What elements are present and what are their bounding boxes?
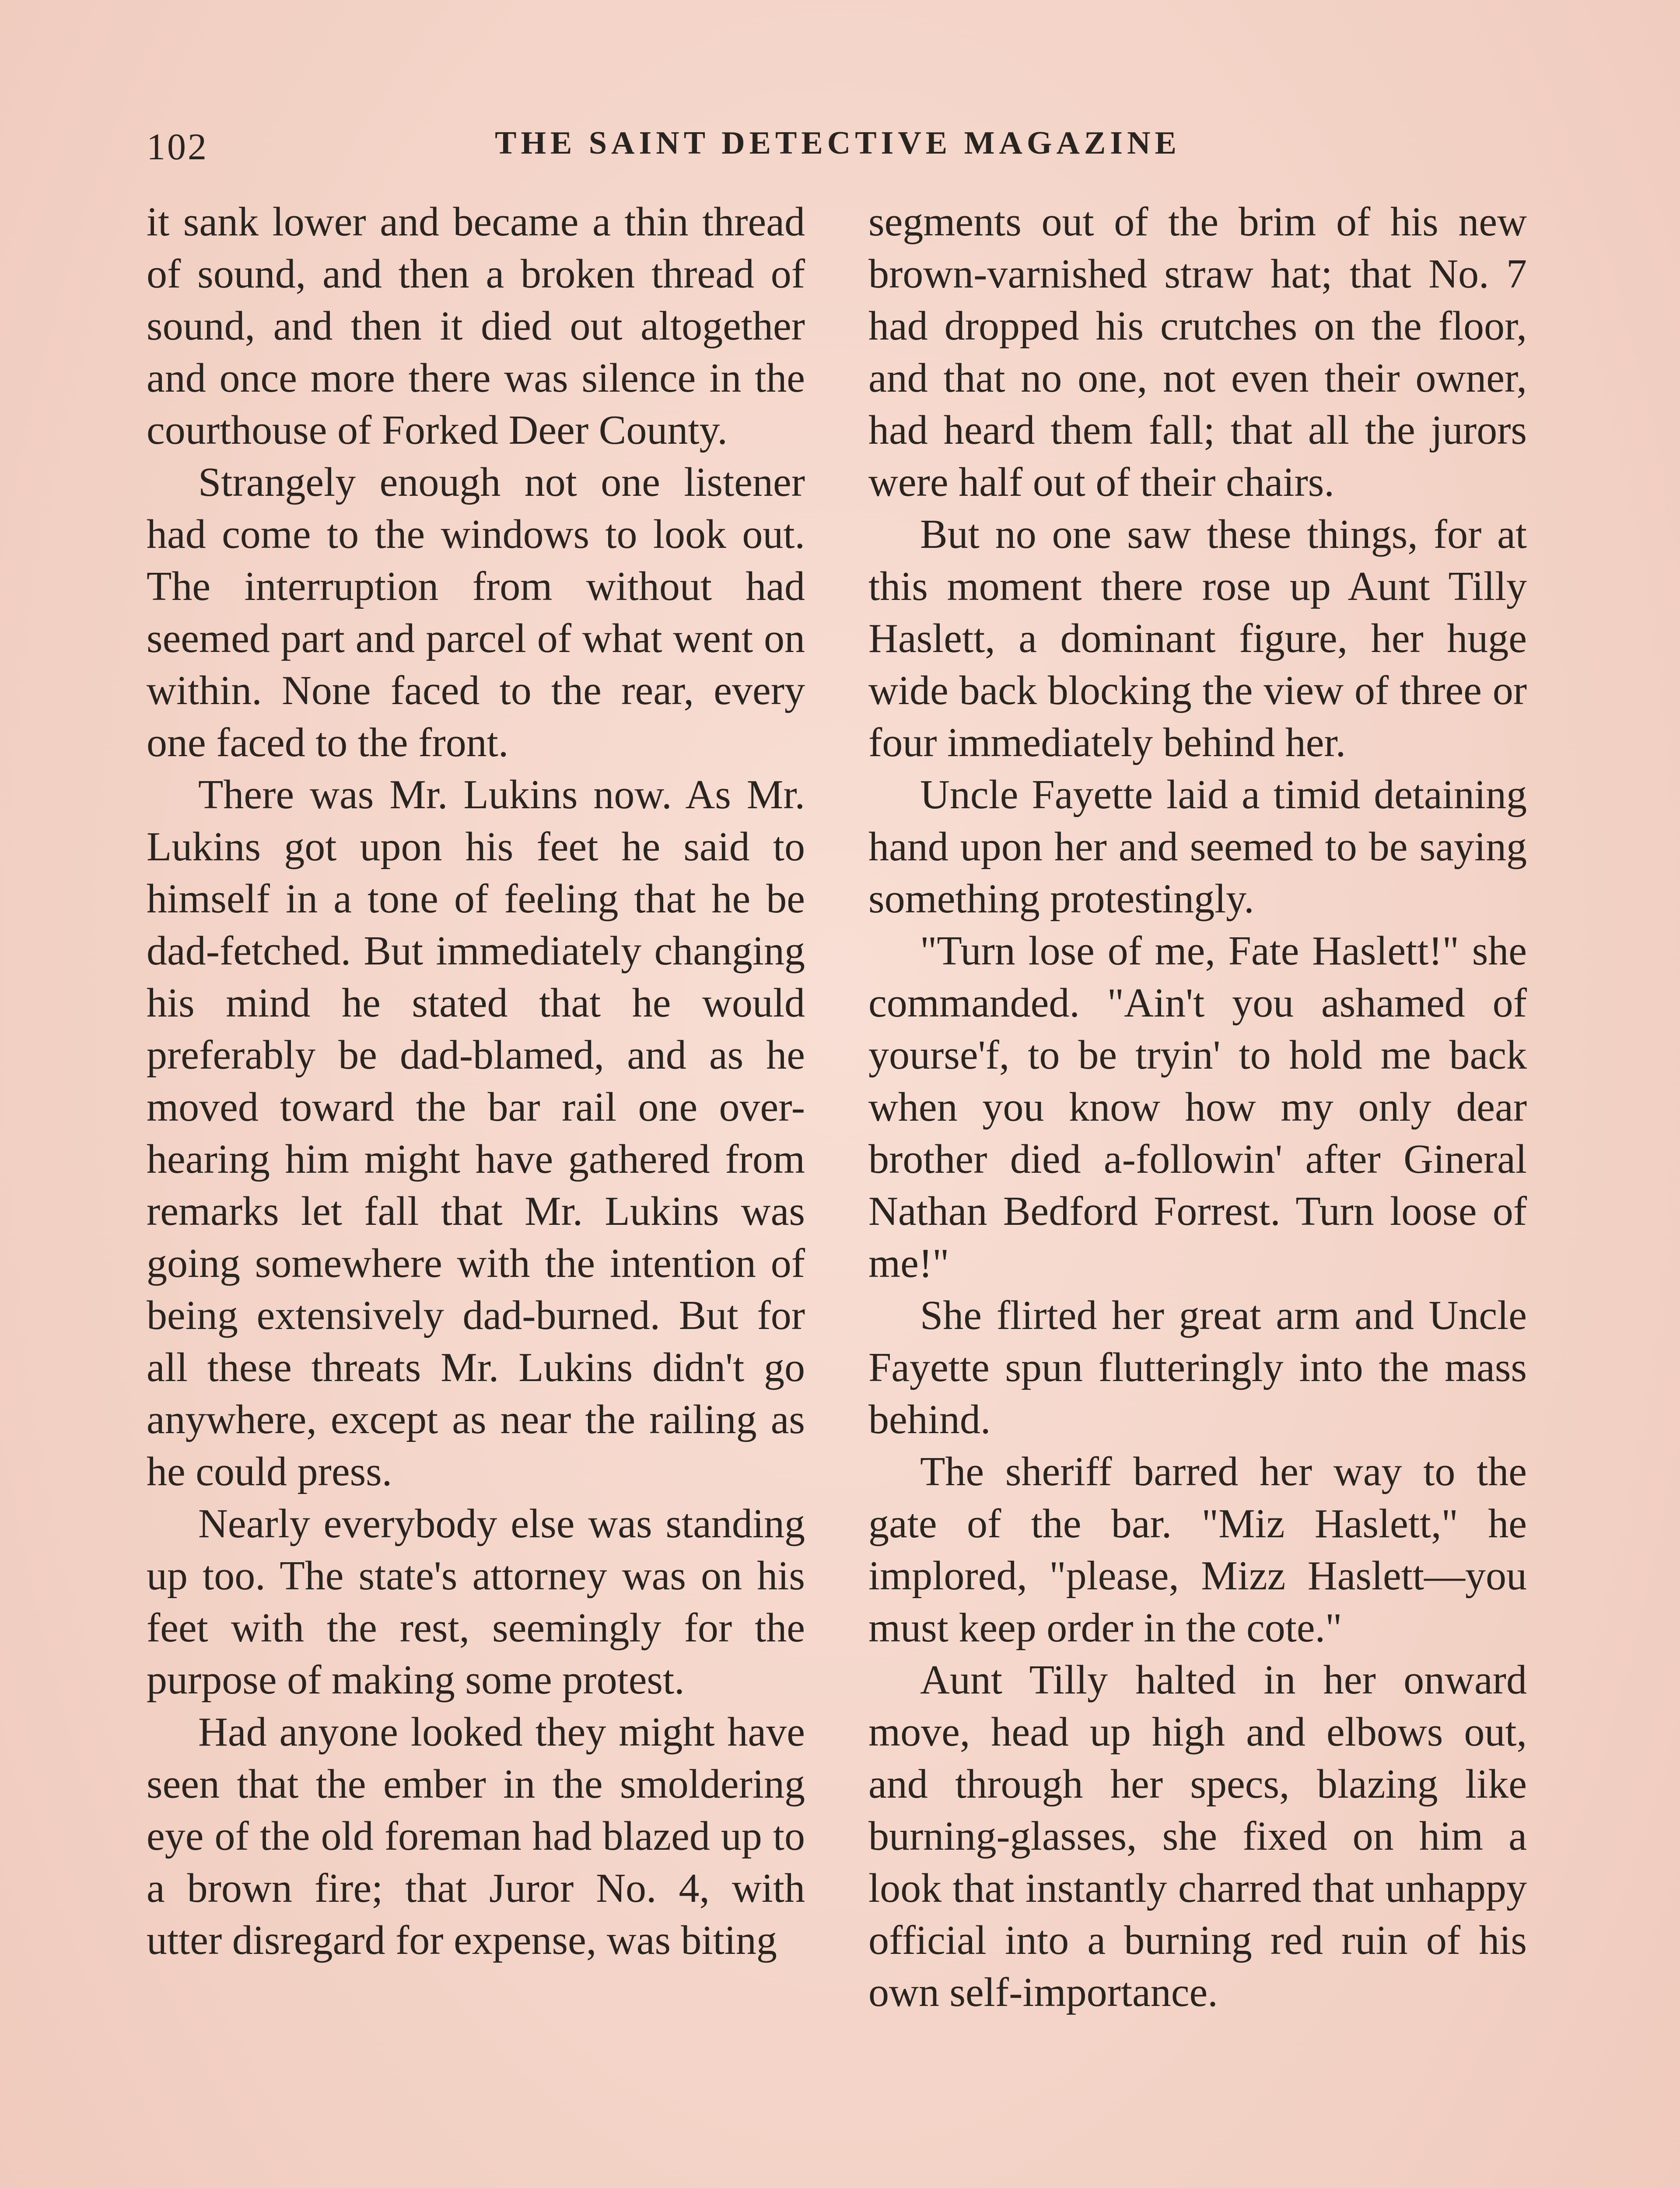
magazine-title: THE SAINT DETECTIVE MAGAZINE [495,125,1181,161]
paragraph: segments out of the brim of his new brown-varnished straw hat; that No. 7 had dropped his crutches on the floor, and that no one, not even their owner, had heard them fall; that all the jurors were half out of their chairs. [868,199,1527,505]
paragraph: Had anyone looked they might have seen that the ember in the smoldering eye of the old foreman had blazed up to a brown fire; that Juror No. 4, with utter disregard for expense, was biting [147,1709,805,1963]
right-column [868,196,1527,2019]
left-column [147,196,805,1967]
paragraph: Nearly everybody else was standing up too. The state's attorney was on his feet with the rest, seemingly for the purpose of making some protest. [147,1501,805,1703]
paragraph: "Turn lose of me, Fate Haslett!" she commanded. "Ain't you ashamed of yourse'f, to be tryin' to hold me back when you know how my only dear brother died a-followin' after Gineral Nathan Bedford Forrest. Turn loose of me!" [868,928,1527,1286]
paragraph: Aunt Tilly halted in her onward move, head up high and elbows out, and through her specs, blazing like burning-glasses, she fixed on him a look that instantly charred that unhappy official into a burning red ruin of his own self-importance. [868,1657,1527,2015]
paragraph: Uncle Fayette laid a timid detaining hand upon her and seemed to be saying something protestingly. [868,772,1527,922]
paragraph: But no one saw these things, for at this moment there rose up Aunt Tilly Haslett, a dominant figure, her huge wide back blocking the view of three or four immediately behind her. [868,512,1527,765]
paragraph: it sank lower and became a thin thread of sound, and then a broken thread of sound, and then it died out altogether and once more there was silence in the courthouse of Forked Deer County. [147,199,805,453]
paragraph: The sheriff barred her way to the gate of the bar. "Miz Haslett," he implored, "please, Mizz Haslett—you must keep order in the cote." [868,1449,1527,1651]
paragraph: Strangely enough not one listener had come to the windows to look out. The interruption from without had seemed part and parcel of what went on within. None faced to the rear, every one faced to the front. [147,459,805,765]
paragraph: There was Mr. Lukins now. As Mr. Lukins got upon his feet he said to himself in a tone of feeling that he be dad-fetched. But immediately changing his mind he stated that he would preferably be dad-blamed, and as he moved toward the bar rail one over-hearing him might have gathered from remarks let fall that Mr. Lukins was going somewhere with the intention of being extensively dad-burned. But for all these threats Mr. Lukins didn't go anywhere, except as near the railing as he could press. [147,772,805,1494]
paragraph: She flirted her great arm and Uncle Fayette spun flutteringly into the mass behind. [868,1293,1527,1442]
running-head [147,125,1529,177]
page-number: 102 [147,126,208,168]
